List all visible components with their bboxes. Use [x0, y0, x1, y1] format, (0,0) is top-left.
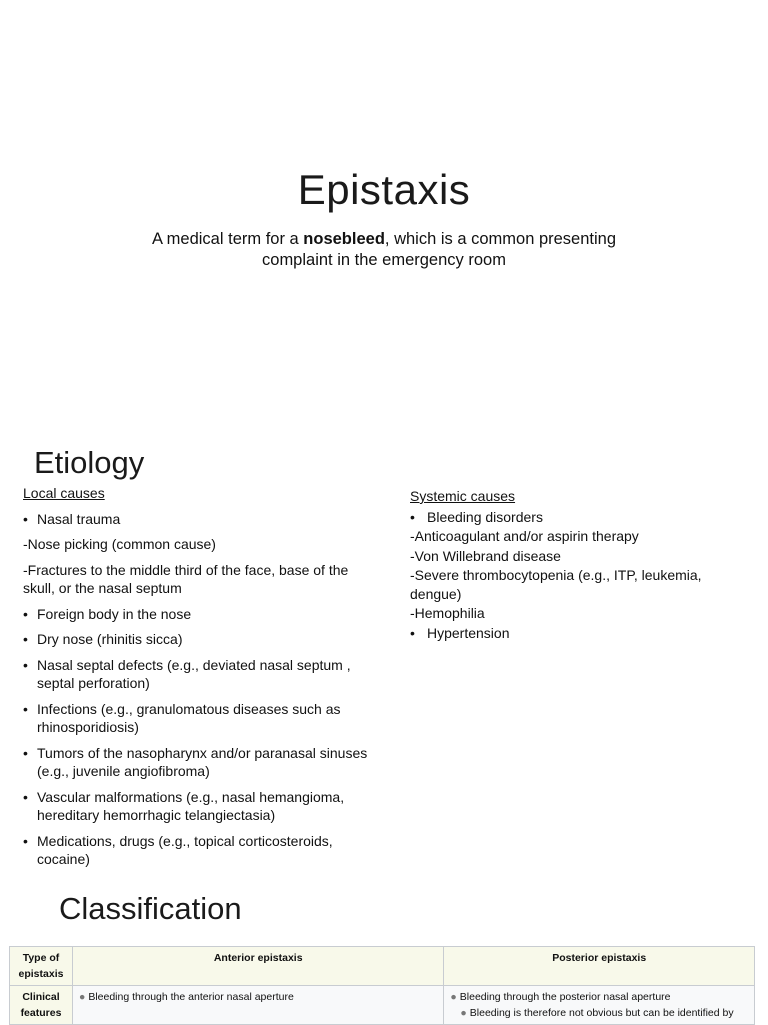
bullet-list-item: • Bleeding disorders — [410, 508, 710, 527]
systemic-causes-column — [410, 487, 710, 643]
clinical-features-row-header: Clinical features — [10, 986, 73, 1025]
bullet-list-item: • Nasal trauma — [23, 510, 368, 529]
subtitle-bold-term: nosebleed — [303, 230, 385, 248]
local-causes-list — [23, 510, 368, 869]
slide-subtitle — [120, 229, 648, 271]
systemic-causes-list — [410, 508, 710, 643]
bullet-list-item: • Nasal septal defects (e.g., deviated nasal septum , septal perforation) — [23, 656, 368, 693]
bullet-icon: ● — [78, 991, 86, 1003]
subtitle-lead: A medical term for a — [151, 230, 304, 248]
posterior-features-subtext: Bleeding is therefore not obvious but can be identified by — [469, 1007, 734, 1019]
sub-list-item: -Anticoagulant and/or aspirin therapy — [410, 528, 639, 544]
subtitle-tail: , which is a common presenting complaint in the emergency room — [262, 230, 617, 269]
bullet-list-item: • Hypertension — [410, 624, 710, 643]
bullet-list-item: • Tumors of the nasopharynx and/or paranasal sinuses (e.g., juvenile angiofibroma) — [23, 744, 368, 781]
posterior-column-header: Posterior epistaxis — [444, 947, 755, 986]
slide-title: Epistaxis — [297, 166, 471, 213]
table-row — [10, 986, 755, 1025]
local-causes-column — [23, 484, 368, 876]
anterior-features-text: Bleeding through the anterior nasal aperture — [88, 991, 294, 1003]
sub-list-item: -Hemophilia — [410, 605, 485, 621]
sub-list-item: -Severe thrombocytopenia (e.g., ITP, leukemia, dengue) — [410, 567, 702, 602]
anterior-column-header: Anterior epistaxis — [72, 947, 443, 986]
posterior-features-cell — [444, 986, 755, 1025]
table-corner-header: Type of epistaxis — [10, 947, 73, 986]
systemic-causes-title: Systemic causes — [410, 488, 516, 504]
etiology-heading: Etiology — [34, 445, 145, 480]
sub-bullet-icon: ● — [460, 1007, 467, 1019]
bullet-list-item: • Foreign body in the nose — [23, 605, 368, 624]
bullet-icon: ● — [450, 991, 457, 1003]
sub-list-item: -Von Willebrand disease — [410, 547, 561, 564]
local-causes-title: Local causes — [23, 485, 105, 501]
bullet-list-item: • Dry nose (rhinitis sicca) — [23, 630, 368, 649]
anterior-features-cell — [72, 986, 443, 1025]
sub-list-item: -Nose picking (common cause) — [23, 536, 216, 552]
bullet-list-item: • Medications, drugs (e.g., topical corticosteroids, cocaine) — [23, 832, 368, 869]
posterior-features-text: Bleeding through the posterior nasal aperture — [459, 991, 671, 1003]
bullet-list-item: • Infections (e.g., granulomatous diseases such as rhinosporidiosis) — [23, 700, 368, 737]
sub-list-item: -Fractures to the middle third of the face, base of the skull, or the nasal septum — [23, 561, 349, 596]
table-header-row — [10, 947, 755, 986]
bullet-list-item: • Vascular malformations (e.g., nasal hemangioma, hereditary hemorrhagic telangiectasia) — [23, 788, 368, 825]
classification-heading: Classification — [59, 891, 242, 926]
classification-table — [9, 946, 755, 1025]
